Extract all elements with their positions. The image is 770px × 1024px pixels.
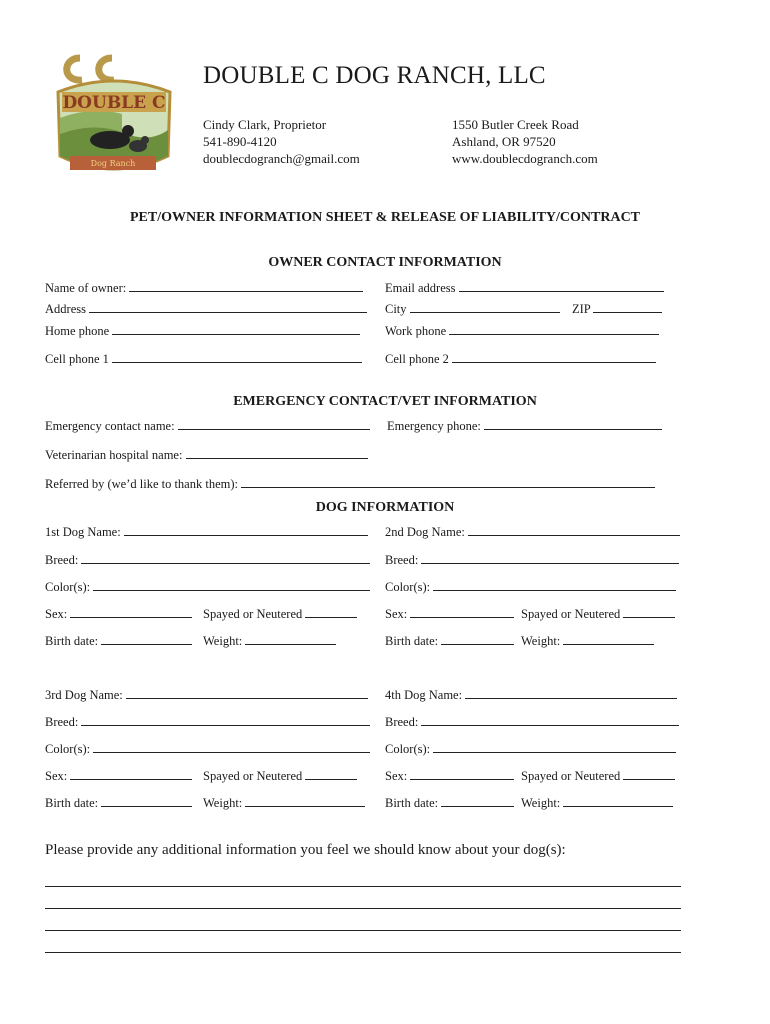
dog1-sex-field[interactable]: Sex: bbox=[45, 606, 192, 622]
cell-phone-2-field[interactable]: Cell phone 2 bbox=[385, 351, 656, 367]
svg-text:DOUBLE C: DOUBLE C bbox=[62, 93, 166, 113]
dog4-birth-field[interactable]: Birth date: bbox=[385, 795, 514, 811]
dog4-sex-field[interactable]: Sex: bbox=[385, 768, 514, 784]
additional-info-prompt: Please provide any additional information you feel we should know about your dog(s): bbox=[45, 842, 566, 858]
address-info: 1550 Butler Creek Road Ashland, OR 97520 www.doublecdogranch.com bbox=[452, 117, 598, 166]
email-field[interactable]: Email address bbox=[385, 280, 664, 296]
home-phone-field[interactable]: Home phone bbox=[45, 323, 360, 339]
vet-hospital-field[interactable]: Veterinarian hospital name: bbox=[45, 447, 368, 463]
additional-line-2[interactable] bbox=[45, 887, 681, 909]
dog2-weight-field[interactable]: Weight: bbox=[521, 633, 654, 649]
dog2-birth-field[interactable]: Birth date: bbox=[385, 633, 514, 649]
svg-text:Dog Ranch: Dog Ranch bbox=[90, 159, 136, 168]
zip-field[interactable]: ZIP bbox=[572, 301, 662, 317]
dog1-breed-field[interactable]: Breed: bbox=[45, 552, 370, 568]
dog3-name-field[interactable]: 3rd Dog Name: bbox=[45, 687, 368, 703]
dog1-birth-field[interactable]: Birth date: bbox=[45, 633, 192, 649]
dog1-color-field[interactable]: Color(s): bbox=[45, 579, 370, 595]
dog3-color-field[interactable]: Color(s): bbox=[45, 741, 370, 757]
dog2-breed-field[interactable]: Breed: bbox=[385, 552, 679, 568]
dog1-spayed-field[interactable]: Spayed or Neutered bbox=[203, 606, 357, 622]
dog2-spayed-field[interactable]: Spayed or Neutered bbox=[521, 606, 675, 622]
owner-name-field[interactable]: Name of owner: bbox=[45, 280, 363, 296]
dog2-name-field[interactable]: 2nd Dog Name: bbox=[385, 524, 680, 540]
dog4-weight-field[interactable]: Weight: bbox=[521, 795, 673, 811]
owner-heading: OWNER CONTACT INFORMATION bbox=[268, 255, 502, 270]
dog2-sex-field[interactable]: Sex: bbox=[385, 606, 514, 622]
ranch-logo bbox=[52, 48, 176, 182]
cell-phone-1-field[interactable]: Cell phone 1 bbox=[45, 351, 362, 367]
dog4-color-field[interactable]: Color(s): bbox=[385, 741, 676, 757]
additional-info-lines[interactable] bbox=[45, 865, 681, 953]
emergency-heading: EMERGENCY CONTACT/VET INFORMATION bbox=[233, 394, 537, 409]
dog1-name-field[interactable]: 1st Dog Name: bbox=[45, 524, 368, 540]
dog4-name-field[interactable]: 4th Dog Name: bbox=[385, 687, 677, 703]
dog3-weight-field[interactable]: Weight: bbox=[203, 795, 365, 811]
work-phone-field[interactable]: Work phone bbox=[385, 323, 659, 339]
additional-line-3[interactable] bbox=[45, 909, 681, 931]
address-field[interactable]: Address bbox=[45, 301, 367, 317]
company-name: DOUBLE C DOG RANCH, LLC bbox=[203, 62, 546, 89]
dog3-birth-field[interactable]: Birth date: bbox=[45, 795, 192, 811]
dog4-breed-field[interactable]: Breed: bbox=[385, 714, 679, 730]
dog2-color-field[interactable]: Color(s): bbox=[385, 579, 676, 595]
emergency-phone-field[interactable]: Emergency phone: bbox=[387, 418, 662, 434]
city-field[interactable]: City bbox=[385, 301, 560, 317]
dog1-weight-field[interactable]: Weight: bbox=[203, 633, 336, 649]
emergency-contact-field[interactable]: Emergency contact name: bbox=[45, 418, 370, 434]
dog3-breed-field[interactable]: Breed: bbox=[45, 714, 370, 730]
form-title: PET/OWNER INFORMATION SHEET & RELEASE OF LIABILITY/CONTRACT bbox=[129, 210, 641, 225]
dog3-sex-field[interactable]: Sex: bbox=[45, 768, 192, 784]
dog-info-heading: DOG INFORMATION bbox=[315, 500, 455, 515]
proprietor-info: Cindy Clark, Proprietor 541-890-4120 doublecdogranch@gmail.com bbox=[203, 117, 360, 166]
additional-line-1[interactable] bbox=[45, 865, 681, 887]
additional-line-4[interactable] bbox=[45, 931, 681, 953]
dog3-spayed-field[interactable]: Spayed or Neutered bbox=[203, 768, 357, 784]
referred-by-field[interactable]: Referred by (we’d like to thank them): bbox=[45, 476, 655, 492]
dog4-spayed-field[interactable]: Spayed or Neutered bbox=[521, 768, 675, 784]
